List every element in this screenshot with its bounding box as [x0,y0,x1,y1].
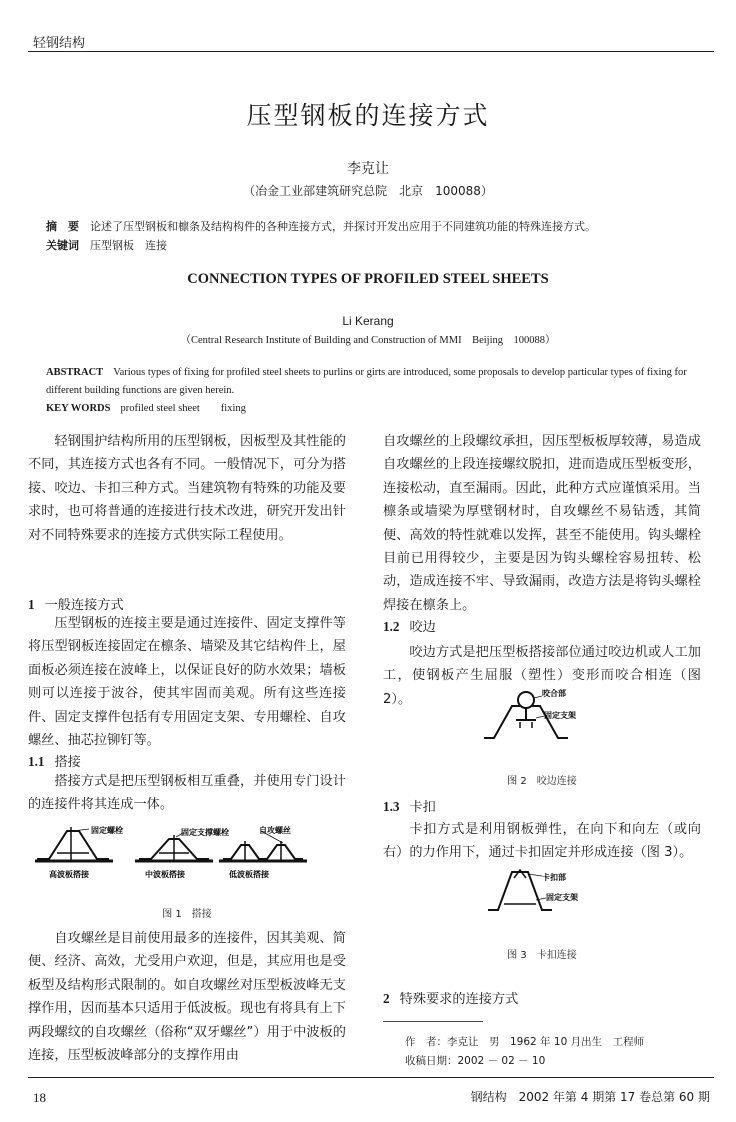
section-heading-1-1 [28,751,81,770]
keywords-cn-text: 压型钢板 连接 [90,239,167,252]
author-name: 李克让 [347,161,389,177]
abstract-cn-text: 论述了压型钢板和檩条及结构构件的各种连接方式，并探讨开发出应用于不同建筑功能的特殊连接方式。 [90,220,596,233]
english-affiliation: （Central Research Institute of Building and Construction of MMI Beijing 100088） [180,335,556,346]
keywords-cn [46,237,696,253]
section-number: 1 [28,597,35,612]
paragraph-intro: 轻钢围护结构所用的压型钢板，因板型及其性能的不同，其连接方式也各有不同。一般情况下，可分为搭接、咬边、卡扣三种方式。当建筑物有特殊的功能及要求时，也可将普通的连接进行技术改进，研究开发出针对不同特殊要求的连接方式供实际工程使用。 [28,434,346,543]
author-affiliation: （冶金工业部建筑研究总院 北京 100088） [243,184,493,198]
english-title: CONNECTION TYPES OF PROFILED STEEL SHEETS [187,271,549,287]
section-number: 1.1 [28,754,45,769]
running-header: 轻钢结构 [33,36,86,51]
figure-1-lap-joint-diagram [33,825,343,887]
abstract-cn [46,218,696,234]
paragraph-lap-joint: 搭接方式是把压型钢板相互重叠，并使用专门设计的连接件将其连成一体。 [28,774,346,813]
header-rule [28,51,714,52]
figure-3-snap-diagram [484,862,614,916]
figure-2-caption: 图 2 咬边连接 [507,776,577,787]
fig1-label-screw: 自攻螺丝 [259,825,291,835]
fig1-label-high-wave: 高波板搭接 [49,869,89,879]
fig2-label-seam: 咬合部 [542,688,566,698]
seam-bulb [518,692,534,708]
english-keywords-text: profiled steel sheet fixing [120,403,246,414]
section-number: 1.2 [383,619,400,634]
section-title: 咬边 [409,620,436,635]
keywords-cn-label: 关键词 [46,239,79,252]
fig3-label-bracket: 固定支架 [546,892,578,902]
section-number: 1.3 [383,799,400,814]
fig3-label-snap: 卡扣部 [542,872,566,882]
section-title: 一般连接方式 [44,598,124,613]
fig2-label-bracket: 固定支架 [544,710,576,720]
english-abstract [46,364,706,400]
journal-info: 钢结构 2002 年第 4 期第 17 卷总第 60 期 [470,1090,710,1104]
footer-rule [28,1077,714,1078]
english-abstract-text: Various types of fixing for profiled steel sheets to purlins or girts are introduced, some proposals to develop particular types of fixing for different building functions are given herein. [46,367,687,396]
figure-1-caption: 图 1 搭接 [162,909,212,920]
section-title: 卡扣 [409,800,436,815]
section-heading-1 [28,594,124,613]
english-author: Li Kerang [342,314,394,328]
high-wave-sheet [37,831,109,859]
section-heading-1-2 [383,616,436,635]
article-title: 压型钢板的连接方式 [246,101,490,130]
footnote-author: 作 者：李克让 男 1962 年 10 月出生 工程师 [405,1036,645,1048]
abstract-cn-label: 摘 要 [46,220,79,233]
english-abstract-label: ABSTRACT [46,367,104,378]
footnote-rule [383,1021,483,1022]
page-number: 18 [33,1090,46,1105]
footnote-received-date: 收稿日期：2002 － 02 － 10 [405,1055,546,1067]
paragraph-seam: 咬边方式是把压型板搭接部位通过咬边机或人工加工，使钢板产生屈服（塑性）变形而咬合相连（图 2）。 [383,645,701,707]
figure-2-seam-diagram [480,686,610,744]
paragraph-self-tapping-screw: 自攻螺丝是目前使用最多的连接件，因其美观、简便、经济、高效，尤受用户欢迎，但是，其应用也是受板型及结构形式限制的。如自攻螺丝对压型板波峰无支撑作用，因而基本只适用于低波板。现也有将具有上下两段螺纹的自攻螺丝（俗称“双牙螺丝”）用于中波板的连接，压型板波峰部分的支撑作用由 [28,931,346,1064]
english-keywords-label: KEY WORDS [46,403,111,414]
paragraph-general-connection: 压型钢板的连接主要是通过连接件、固定支撑件等将压型钢板连接固定在檩条、墙梁及其它结构件上，屋面板必须连接在波峰上，以保证良好的防水效果；墙板则可以连接于波谷，使其牢固而美观。所有这些连接件、固定支撑件包括有专用固定支架、专用螺栓、自攻螺丝、抽芯拉铆钉等。 [28,616,346,749]
fig1-label-bolt: 固定螺栓 [91,825,123,835]
fig1-label-support-bolt: 固定支撑螺栓 [181,827,229,837]
figure-3-caption: 图 3 卡扣连接 [507,950,577,961]
section-heading-1-3 [383,796,436,815]
low-wave-sheet [223,845,303,859]
paragraph-screw-continued: 自攻螺丝的上段螺纹承担，因压型板板厚较薄，易造成自攻螺丝的上段连接螺纹脱扣，进而造成压型板变形，连接松动，直至漏雨。因此，此种方式应谨慎采用。当檩条或墙梁为厚壁钢材时，自攻螺丝不易钻透，其简便、高效的特性就难以发挥，甚至不能使用。钩头螺栓目前已用得较少，主要是因为钩头螺栓容易扭转、松动，造成连接不牢、导致漏雨，改造方法是将钩头螺栓焊接在檩条上。 [383,434,701,613]
fig1-label-medium-wave: 中波板搭接 [145,869,185,879]
section-heading-2 [383,988,518,1007]
section-title: 特殊要求的连接方式 [399,992,519,1007]
paragraph-snap-lock: 卡扣方式是利用钢板弹性，在向下和向左（或向右）的力作用下，通过卡扣固定并形成连接（图 3）。 [383,822,701,861]
fig1-label-low-wave: 低波板搭接 [229,869,269,879]
section-number: 2 [383,991,390,1006]
section-title: 搭接 [54,755,81,770]
english-keywords [46,400,706,415]
